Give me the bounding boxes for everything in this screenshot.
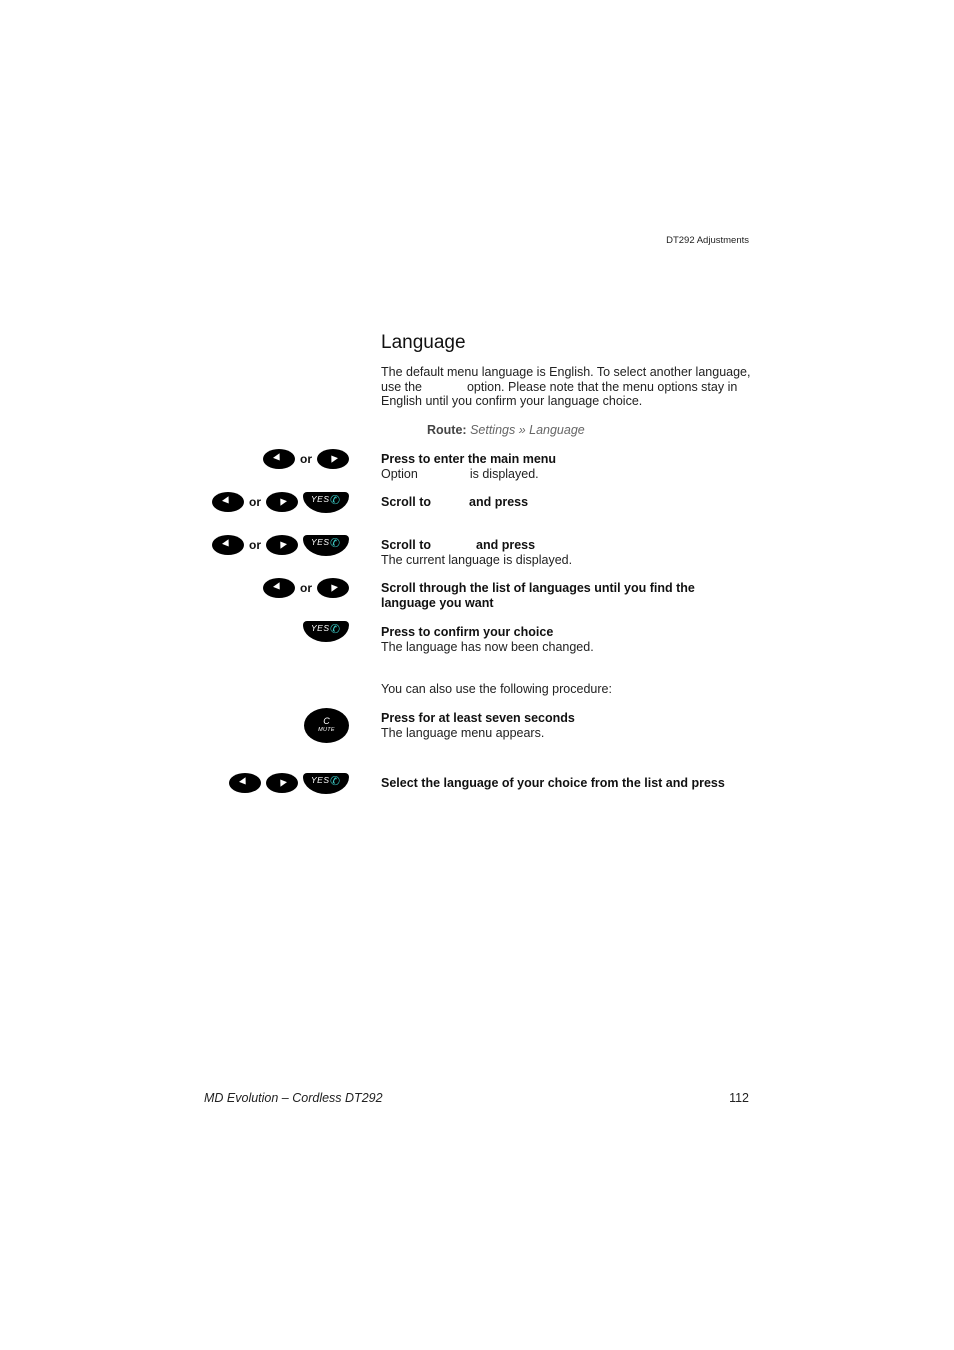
- step1-detail-b: is displayed.: [469, 466, 539, 481]
- intro-paragraph: [381, 365, 753, 409]
- step8-instruction: Select the language of your choice from the list and press: [381, 776, 725, 790]
- step3-keys: [212, 533, 349, 557]
- step2-instruction: [381, 495, 753, 510]
- step-4: [381, 581, 721, 610]
- step3-a: Scroll to: [381, 538, 432, 552]
- step8-keys: [229, 771, 349, 795]
- nav-up-key-icon: [266, 535, 298, 555]
- step2-keys: [212, 490, 349, 514]
- step5-keys: [303, 619, 349, 643]
- nav-down-key-icon: [212, 535, 244, 555]
- alt-procedure-text: You can also use the following procedure:: [381, 682, 612, 696]
- step-7: [381, 711, 753, 740]
- step4-instruction: Scroll through the list of languages until you find the language you want: [381, 581, 695, 610]
- step3-detail: The current language is displayed.: [381, 552, 573, 567]
- nav-down-key-icon: [229, 773, 261, 793]
- step-2: [381, 495, 753, 510]
- step-8: [381, 776, 753, 791]
- page-title: Language: [381, 332, 466, 353]
- step7-detail: The language menu appears.: [381, 725, 545, 740]
- step7-instruction: Press for at least seven seconds: [381, 711, 575, 725]
- nav-up-key-icon: [317, 449, 349, 469]
- step-5: [381, 625, 753, 654]
- step1-detail-a: Option: [381, 466, 418, 481]
- or-label: or: [249, 538, 261, 552]
- yes-key-icon: YES ✆: [303, 535, 349, 556]
- yes-key-icon: YES ✆: [303, 492, 349, 513]
- route-label: Route:: [427, 423, 467, 437]
- yes-key-icon: YES ✆: [303, 773, 349, 794]
- intro-part-1: The default menu language is English. To select another language, use the: [381, 365, 751, 394]
- route-line: [427, 423, 585, 437]
- nav-down-key-icon: [263, 578, 295, 598]
- step1-instruction: Press to enter the main menu: [381, 452, 557, 466]
- step-3: [381, 538, 753, 567]
- or-label: or: [249, 495, 261, 509]
- step7-keys: [304, 708, 349, 743]
- step2-b: and press: [469, 495, 529, 509]
- step5-detail: The language has now been changed.: [381, 639, 594, 654]
- nav-up-key-icon: [266, 492, 298, 512]
- step4-keys: [263, 576, 349, 600]
- step3-instruction: [381, 538, 753, 553]
- step1-detail: [381, 467, 753, 482]
- page-number: 112: [729, 1091, 749, 1105]
- or-label: or: [300, 581, 312, 595]
- c-mute-key-icon: C MUTE: [304, 708, 349, 743]
- step3-b: and press: [476, 538, 536, 552]
- or-label: or: [300, 452, 312, 466]
- step5-instruction: Press to confirm your choice: [381, 625, 554, 639]
- nav-down-key-icon: [263, 449, 295, 469]
- step1-keys: [263, 447, 349, 471]
- nav-up-key-icon: [317, 578, 349, 598]
- intro-part-2: option. Please note that the menu options stay in English until you confirm your language choice.: [381, 379, 738, 409]
- footer-title: MD Evolution – Cordless DT292: [204, 1091, 383, 1105]
- step-1: [381, 452, 753, 481]
- nav-down-key-icon: [212, 492, 244, 512]
- step2-a: Scroll to: [381, 495, 432, 509]
- route-path: Settings » Language: [470, 423, 585, 437]
- running-header: DT292 Adjustments: [666, 235, 749, 246]
- nav-up-key-icon: [266, 773, 298, 793]
- yes-key-icon: YES ✆: [303, 621, 349, 642]
